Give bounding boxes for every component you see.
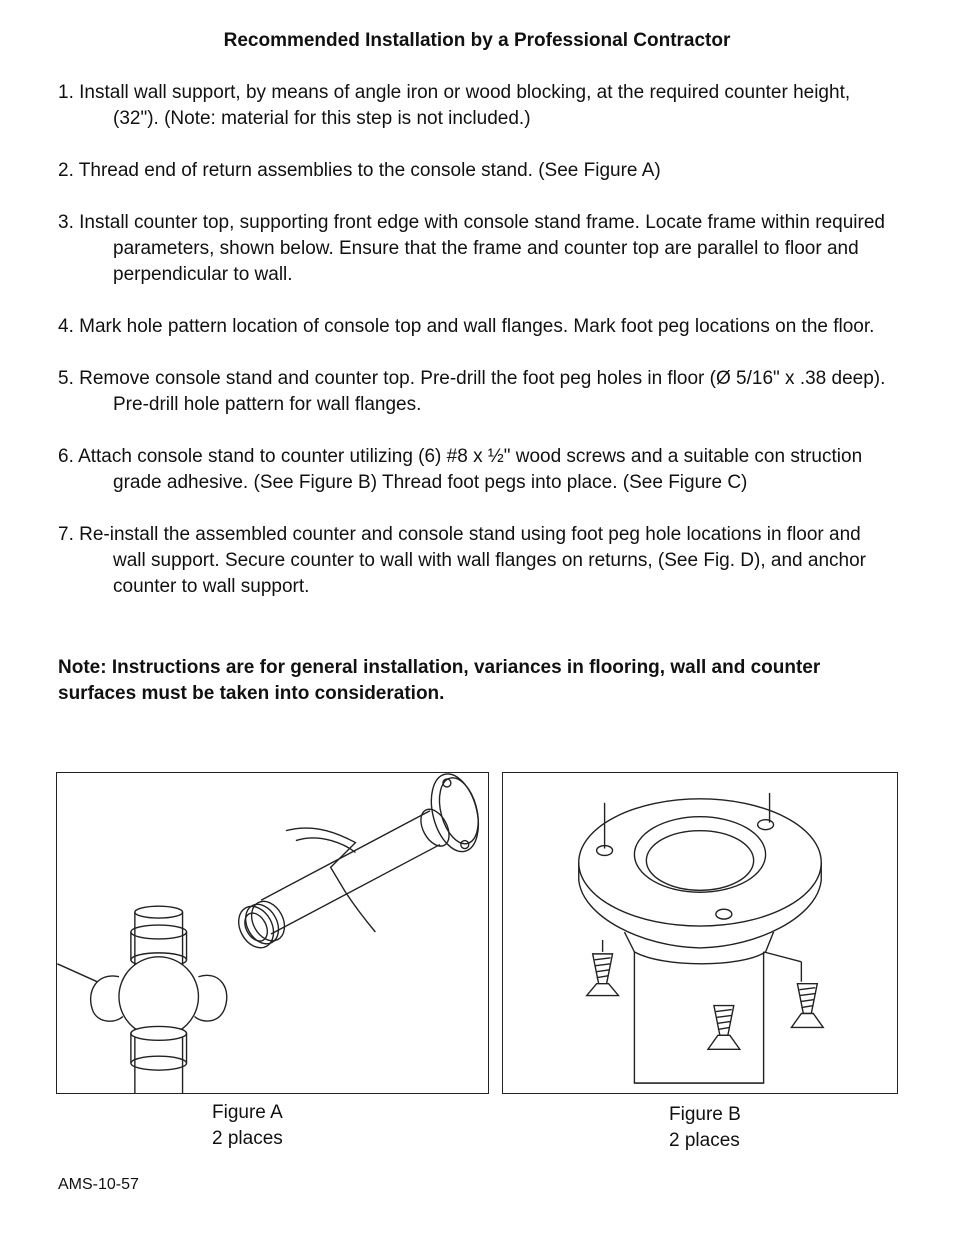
step-7: 7. Re-install the assembled counter and console stand using foot peg hole locations in floor and wall support. Secure counter to wall with wall flanges on returns, (See Fig. D), and anchor counter to wall support. [58,524,866,597]
figure-b-sublabel: 2 places [669,1130,740,1151]
figure-a-label: Figure A [212,1102,283,1123]
step-1: 1. Install wall support, by means of angle iron or wood blocking, at the required counter height, (32"). (Note: material for this step is not included.) [58,82,851,129]
figure-b-illustration [502,772,898,1094]
step-4: 4. Mark hole pattern location of console top and wall flanges. Mark foot peg locations on the floor. [58,316,875,337]
installation-steps [58,80,898,626]
step-5: 5. Remove console stand and counter top. Pre-drill the foot peg holes in floor (Ø 5/16" x .38 deep). Pre-drill hole pattern for wall flanges. [58,368,886,415]
page-title: Recommended Installation by a Professional Contractor [223,30,731,51]
figure-a-sublabel: 2 places [212,1128,283,1149]
document-id: AMS-10-57 [58,1176,139,1193]
figure-b-caption [669,1102,741,1154]
installation-note: Note: Instructions are for general installation, variances in flooring, wall and counter surfaces must be taken into consideration. [58,657,821,704]
figure-a-caption [212,1100,283,1152]
figure-b-label: Figure B [669,1104,741,1125]
step-6: 6. Attach console stand to counter utilizing (6) #8 x ½" wood screws and a suitable con struction grade adhesive. (See Figure B) Thread foot pegs into place. (See Figure C) [58,446,863,493]
figure-a-illustration [56,772,489,1094]
step-3: 3. Install counter top, supporting front edge with console stand frame. Locate frame within required parameters, shown below. Ensure that the frame and counter top are parallel to floor and perpendicular to wall. [58,212,885,285]
step-2: 2. Thread end of return assemblies to the console stand. (See Figure A) [58,160,661,181]
